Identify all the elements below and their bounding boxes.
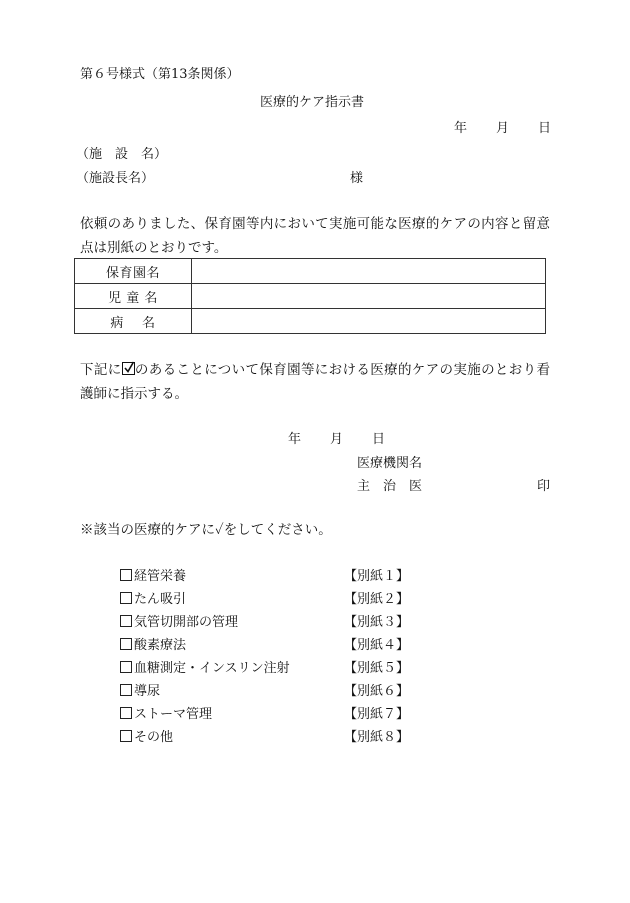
table-row [75, 284, 546, 309]
list-item [120, 683, 420, 706]
request-text: 依頼のありました、保育園等内において実施可能な医療的ケアの内容と留意点は別紙のとおりです。 [80, 216, 550, 256]
form-number: 第６号様式（第13条関係） [80, 67, 240, 82]
list-item [120, 591, 420, 614]
list-item [120, 660, 420, 683]
checkbox[interactable] [120, 707, 132, 719]
row-label: 保育園名 [75, 259, 192, 284]
attachment-ref: 【別紙７】 [344, 707, 410, 722]
care-item-name: 血糖測定・インスリン注射 [134, 661, 290, 676]
seal-mark: 印 [537, 479, 551, 494]
facility-head-label: （施設長名） [76, 171, 155, 186]
table-row [75, 309, 546, 334]
list-item [120, 637, 420, 660]
date-day-bottom: 日 [372, 432, 386, 447]
date-year-top: 年 [454, 121, 468, 136]
instruction-prefix: 下記に [80, 362, 122, 378]
list-item [120, 614, 420, 637]
attachment-ref: 【別紙２】 [344, 592, 410, 607]
date-day-top: 日 [538, 121, 552, 136]
attachment-ref: 【別紙１】 [344, 569, 410, 584]
checkbox[interactable] [120, 615, 132, 627]
instruction-text [80, 358, 550, 406]
care-item-name: 気管切開部の管理 [134, 615, 239, 630]
nursery-name-field[interactable] [192, 259, 546, 284]
checkbox[interactable] [120, 569, 132, 581]
list-item [120, 568, 420, 591]
disease-name-field[interactable] [192, 309, 546, 334]
care-item-name: たん吸引 [134, 592, 187, 607]
facility-name-label: （施 設 名） [76, 147, 168, 162]
attachment-ref: 【別紙３】 [344, 615, 410, 630]
date-year-bottom: 年 [288, 432, 302, 447]
attachment-ref: 【別紙４】 [344, 638, 410, 653]
date-month-top: 月 [496, 121, 510, 136]
checkbox[interactable] [120, 638, 132, 650]
row-label: 病 名 [75, 309, 192, 334]
attachment-ref: 【別紙８】 [344, 730, 410, 745]
attachment-ref: 【別紙５】 [344, 661, 410, 676]
list-item [120, 706, 420, 729]
doctor-label: 主 治 医 [357, 479, 423, 494]
info-table [74, 258, 546, 334]
document-title: 医療的ケア指示書 [260, 95, 365, 110]
care-item-name: 酸素療法 [134, 638, 187, 653]
instruction-suffix: のあることについて保育園等における医療的ケアの実施のとおり看護師に指示する。 [80, 362, 551, 402]
care-item-name: ストーマ管理 [134, 707, 213, 722]
row-label: 児 童 名 [75, 284, 192, 309]
checkbox[interactable] [120, 592, 132, 604]
list-item [120, 729, 420, 752]
checkbox[interactable] [120, 684, 132, 696]
checkbox[interactable] [120, 661, 132, 673]
checkbox[interactable] [120, 730, 132, 742]
table-row [75, 259, 546, 284]
care-item-list [120, 568, 420, 752]
honorific-sama: 様 [350, 171, 364, 186]
child-name-field[interactable] [192, 284, 546, 309]
date-month-bottom: 月 [330, 432, 344, 447]
care-item-name: 導尿 [134, 684, 161, 699]
institution-label: 医療機関名 [357, 456, 423, 471]
note-text: ※該当の医療的ケアに✓をしてください。 [80, 522, 332, 538]
care-item-name: 経管栄養 [134, 569, 187, 584]
attachment-ref: 【別紙６】 [344, 684, 410, 699]
checkmark-box-icon [122, 362, 135, 375]
care-item-name: その他 [134, 730, 174, 745]
